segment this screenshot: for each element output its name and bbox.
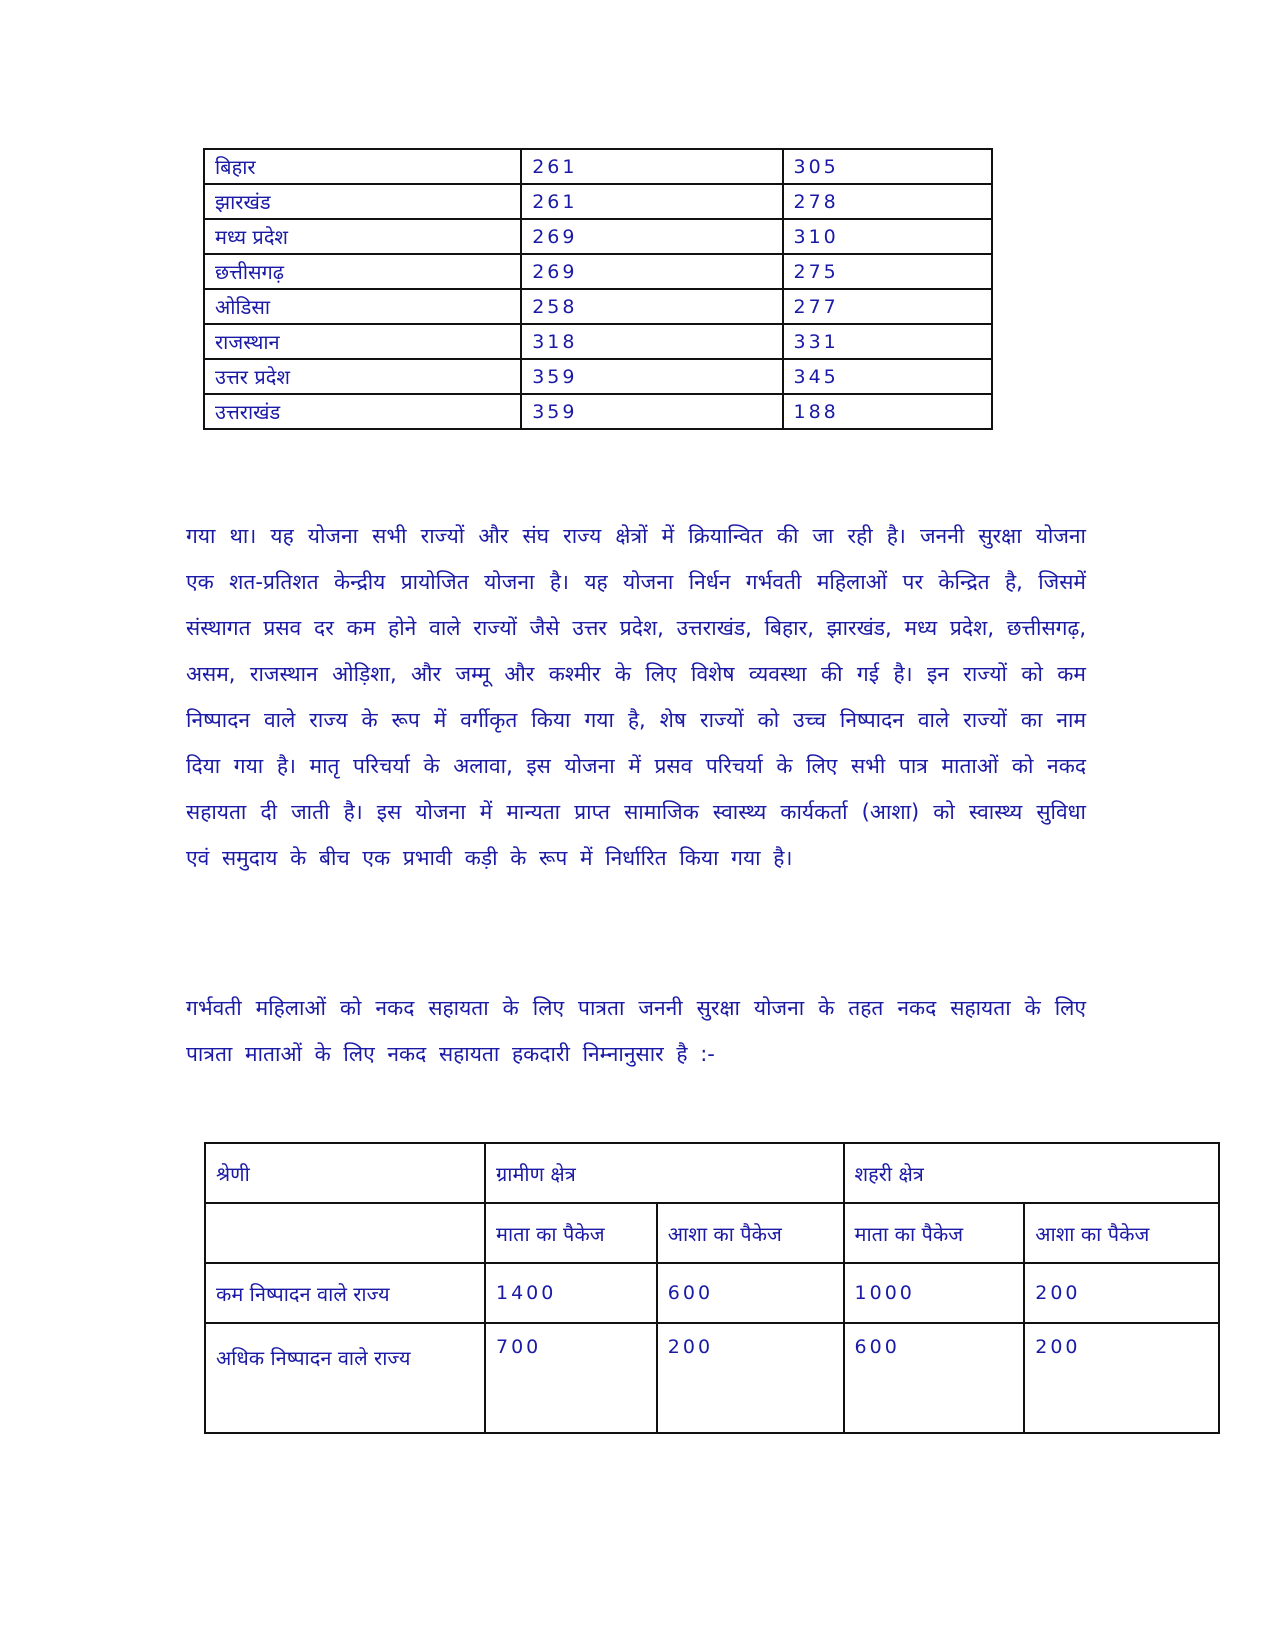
urban-mother-value: 1000 xyxy=(844,1263,1025,1323)
empty-cell xyxy=(205,1203,485,1263)
category-cell: कम निष्पादन वाले राज्य xyxy=(205,1263,485,1323)
table-row xyxy=(204,324,992,359)
table-row xyxy=(205,1323,1219,1433)
rural-mother-package-header: माता का पैकेज xyxy=(485,1203,657,1263)
state-name-cell: छत्तीसगढ़ xyxy=(204,254,521,289)
urban-mother-package-header: माता का पैकेज xyxy=(844,1203,1025,1263)
value-cell: 331 xyxy=(783,324,993,359)
state-name-cell: झारखंड xyxy=(204,184,521,219)
category-cell: अधिक निष्पादन वाले राज्य xyxy=(205,1323,485,1433)
value-cell: 278 xyxy=(783,184,993,219)
table-row xyxy=(204,289,992,324)
table-row xyxy=(204,394,992,429)
urban-area-header: शहरी क्षेत्र xyxy=(844,1143,1219,1203)
state-name-cell: ओडिसा xyxy=(204,289,521,324)
rural-asha-value: 200 xyxy=(657,1323,844,1433)
rural-mother-value: 700 xyxy=(485,1323,657,1433)
table-row xyxy=(204,254,992,289)
rural-area-header: ग्रामीण क्षेत्र xyxy=(485,1143,844,1203)
urban-mother-value: 600 xyxy=(844,1323,1025,1433)
value-cell: 310 xyxy=(783,219,993,254)
table-row xyxy=(204,149,992,184)
value-cell: 261 xyxy=(521,149,782,184)
state-name-cell: राजस्थान xyxy=(204,324,521,359)
state-name-cell: उत्तराखंड xyxy=(204,394,521,429)
body-paragraph-eligibility: गर्भवती महिलाओं को नकद सहायता के लिए पात्रता जननी सुरक्षा योजना के तहत नकद सहायता के लिए पात्रता माताओं के लिए नकद सहायता हकदारी निम्नानुसार है :- xyxy=(186,996,1086,1066)
table-row xyxy=(204,184,992,219)
table-row xyxy=(204,359,992,394)
table-header-row xyxy=(205,1143,1219,1203)
table-row xyxy=(205,1263,1219,1323)
value-cell: 275 xyxy=(783,254,993,289)
body-paragraph-scheme: गया था। यह योजना सभी राज्यों और संघ राज्य क्षेत्रों में क्रियान्वित की जा रही है। जननी सुरक्षा योजना एक शत-प्रतिशत केन्द्रीय प्रायोजित योजना है। यह योजना निर्धन गर्भवती महिलाओं पर केन्द्रित है, जिसमें संस्थागत प्रसव दर कम होने वाले राज्यों जैसे उत्तर प्रदेश, उत्तराखंड, बिहार, झारखंड, मध्य प्रदेश, छत्तीसगढ़, असम, राजस्थान ओड़िशा, और जम्मू और कश्मीर के लिए विशेष व्यवस्था की गई है। इन राज्यों को कम निष्पादन वाले राज्य के रूप में वर्गीकृत किया गया है, शेष राज्यों को उच्च निष्पादन वाले राज्यों का नाम दिया गया है। मातृ परिचर्या के अलावा, इस योजना में प्रसव परिचर्या के लिए सभी पात्र माताओं को नकद सहायता दी जाती है। इस योजना में मान्यता प्राप्त सामाजिक स्वास्थ्य कार्यकर्ता (आशा) को स्वास्थ्य सुविधा एवं समुदाय के बीच एक प्रभावी कड़ी के रूप में निर्धारित किया गया है। xyxy=(186,524,1086,870)
value-cell: 318 xyxy=(521,324,782,359)
urban-asha-value: 200 xyxy=(1024,1263,1219,1323)
rural-mother-value: 1400 xyxy=(485,1263,657,1323)
value-cell: 277 xyxy=(783,289,993,324)
value-cell: 269 xyxy=(521,254,782,289)
category-header: श्रेणी xyxy=(205,1143,485,1203)
urban-asha-package-header: आशा का पैकेज xyxy=(1024,1203,1219,1263)
state-name-cell: मध्य प्रदेश xyxy=(204,219,521,254)
urban-asha-value: 200 xyxy=(1024,1323,1219,1433)
state-name-cell: उत्तर प्रदेश xyxy=(204,359,521,394)
value-cell: 359 xyxy=(521,359,782,394)
rural-asha-package-header: आशा का पैकेज xyxy=(657,1203,844,1263)
value-cell: 261 xyxy=(521,184,782,219)
state-name-cell: बिहार xyxy=(204,149,521,184)
value-cell: 305 xyxy=(783,149,993,184)
value-cell: 188 xyxy=(783,394,993,429)
table-row xyxy=(204,219,992,254)
value-cell: 258 xyxy=(521,289,782,324)
value-cell: 359 xyxy=(521,394,782,429)
value-cell: 345 xyxy=(783,359,993,394)
table-subheader-row xyxy=(205,1203,1219,1263)
rural-asha-value: 600 xyxy=(657,1263,844,1323)
cash-assistance-table xyxy=(204,1142,1220,1434)
value-cell: 269 xyxy=(521,219,782,254)
state-data-table xyxy=(203,148,993,430)
